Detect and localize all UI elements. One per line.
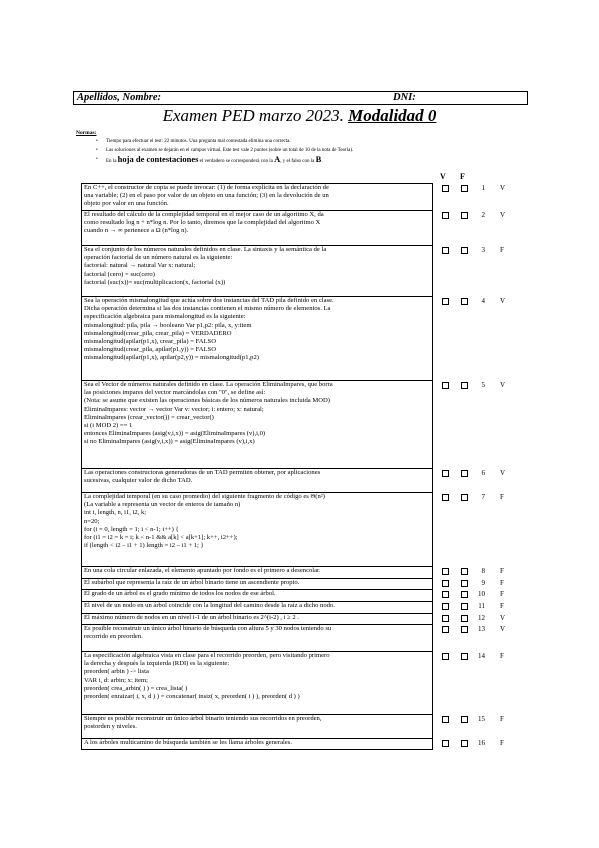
question-line: preorden( crea_arbin( ) ) = crea_lista( ): [84, 684, 188, 692]
question-line: operación factorial de un número natural es la siguiente:: [84, 254, 233, 262]
question-answer: F: [500, 652, 504, 660]
question-line: sucesivas, cualquier valor de dicho TAD.: [84, 477, 193, 485]
question-answer: V: [500, 469, 506, 477]
question-line: EliminaImpares (crear_vector()) = crear_vector(): [84, 413, 214, 421]
question-line: Es posible reconstruir un único árbol binario de búsqueda con altura 5 y 30 nodos teniendo su: [84, 625, 332, 632]
exam-title-prefix: Examen PED marzo 2023.: [162, 106, 344, 125]
question-number: 7: [481, 493, 485, 501]
question-line: si no EliminaImpares (asig(v,i,x)) = asig(EliminaImpares (v),i,x): [84, 438, 255, 446]
question-number: 4: [481, 297, 485, 305]
question-text: [81, 380, 433, 468]
question-line: preorden( arbin ) -> lista: [84, 668, 149, 676]
true-checkbox[interactable]: [442, 494, 449, 501]
question-line: Sea el conjunto de los números naturales definidos en clase. La sintaxis y la semántica de la: [84, 246, 327, 253]
question-line: El grado de un árbol es el grado mínimo de todos los nodos de ese árbol.: [84, 590, 276, 597]
false-checkbox[interactable]: [461, 212, 468, 219]
question-line: factorial: natural → natural Var x: natural;: [84, 262, 196, 270]
true-checkbox[interactable]: [442, 740, 449, 747]
question-number: 11: [478, 602, 485, 610]
question-line: La especificación algebraica vista en clase para el recorrido preorden, pero visitando primero: [84, 652, 330, 659]
question-number: 10: [478, 590, 485, 598]
false-checkbox[interactable]: [461, 603, 468, 610]
false-checkbox[interactable]: [461, 247, 468, 254]
true-checkbox[interactable]: [442, 470, 449, 477]
question-answer: F: [500, 590, 504, 598]
question-line: las posiciones impares del vector marcándolas con "0", se define así:: [84, 389, 266, 397]
question-number: 15: [478, 715, 485, 723]
question-text: [81, 183, 433, 210]
question-line: mismalongitud(crear_pila, crear_pila) = VERDADERO: [84, 329, 232, 337]
question-line: El resultado del cálculo de la complejidad temporal en el mejor caso de un algoritmo X, da: [84, 211, 324, 218]
question-number: 9: [481, 579, 485, 587]
question-text: [81, 245, 433, 296]
question-line: La complejidad temporal (en su caso promedio) del siguiente fragmento de código es Θ(n²): [84, 493, 325, 500]
question-line: Las operaciones constructoras generadoras de un TAD permiten obtener, por aplicaciones: [84, 469, 321, 476]
question-line: Sea la operación mismalongitud que actúa sobre dos instancias del TAD pila definido en clase.: [84, 297, 334, 304]
false-checkbox[interactable]: [461, 470, 468, 477]
question-line: n=20;: [84, 517, 100, 525]
column-f-header: F: [460, 172, 465, 181]
question-line: for (i1 = i2 = k = i; k < n-1 && a[k] < a[k+1]; k++, i2++);: [84, 534, 238, 542]
dni-label: DNI:: [393, 92, 416, 103]
question-line: Siempre es posible reconstruir un único árbol binario teniendo sus recorridos en preorden,: [84, 715, 322, 722]
question-line: especificación algebraica para mismalongitud es la siguiente:: [84, 313, 246, 321]
question-line: preorden( enraizar( i, x, d ) ) = concatenar( insiz( x, preorden( i ) ), preorden( d ) ): [84, 693, 300, 701]
true-checkbox[interactable]: [442, 716, 449, 723]
question-answer: F: [500, 739, 504, 747]
false-checkbox[interactable]: [461, 382, 468, 389]
question-number: 12: [478, 614, 485, 622]
question-number: 2: [481, 211, 485, 219]
false-checkbox[interactable]: [461, 298, 468, 305]
normas-item: • Las soluciones al examen se dejarán en el campus virtual. Este test vale 2 puntos (sobre un total de 10 de la nota de Teoría).: [96, 146, 353, 155]
question-line: int i, length, n, i1, i2, k;: [84, 509, 147, 517]
question-text: [81, 210, 433, 245]
question-line: entonces EliminaImpares (asig(v,i,x)) = asig(EliminaImpares (v),i,0): [84, 430, 266, 438]
question-line: mismalongitud(apilar(p1,x), crear_pila) = FALSO: [84, 338, 216, 346]
question-line: (La variable a representa un vector de enteros de tamaño n): [84, 501, 241, 509]
question-text: [81, 601, 433, 613]
normas-item: • Tiempo para efectuar el test: 22 minutos. Una pregunta mal contestada elimina una correcta.: [96, 137, 353, 146]
question-text: [81, 589, 433, 601]
true-checkbox[interactable]: [442, 653, 449, 660]
exam-title: [0, 106, 599, 126]
question-line: cuando n → ∞ pertenece a Ω (n*log n).: [84, 227, 189, 235]
normas-label: Normas:: [76, 130, 97, 136]
true-checkbox[interactable]: [442, 382, 449, 389]
false-checkbox[interactable]: [461, 185, 468, 192]
true-checkbox[interactable]: [442, 247, 449, 254]
student-header-box: [73, 91, 528, 105]
true-checkbox[interactable]: [442, 603, 449, 610]
question-answer: F: [500, 246, 504, 254]
question-answer: V: [500, 184, 506, 192]
question-line: A los árboles multicamino de búsqueda también se les llama árboles generales.: [84, 739, 293, 746]
question-line: la derecha y después la izquierda (RDI) es la siguiente:: [84, 660, 230, 668]
true-checkbox[interactable]: [442, 568, 449, 575]
true-checkbox[interactable]: [442, 591, 449, 598]
question-text: [81, 468, 433, 492]
question-number: 6: [481, 469, 485, 477]
question-answer: F: [500, 715, 504, 723]
question-answer: F: [500, 602, 504, 610]
question-text: [81, 578, 433, 589]
question-line: EliminaImpares: vector → vector Var v: vector; i: entero; x: natural;: [84, 405, 264, 413]
question-line: factorial (suc(x))= suc(multiplicacion(x, factorial (x)): [84, 278, 226, 286]
question-line: El nivel de un nodo en un árbol coincide con la longitud del camino desde la raíz a dicho nodo.: [84, 602, 335, 609]
question-line: (Nota: se asume que existen las operaciones básicas de los números naturales incluida MOD): [84, 397, 330, 405]
column-v-header: V: [440, 172, 446, 181]
true-checkbox[interactable]: [442, 298, 449, 305]
true-checkbox[interactable]: [442, 626, 449, 633]
false-checkbox[interactable]: [461, 615, 468, 622]
normas-list: [96, 137, 353, 166]
question-line: Dicha operación determina si las dos instancias contienen el mismo número de elementos. La: [84, 305, 331, 313]
false-checkbox[interactable]: [461, 740, 468, 747]
false-checkbox[interactable]: [461, 716, 468, 723]
question-answer: V: [500, 211, 506, 219]
question-text: [81, 624, 433, 651]
question-answer: V: [500, 614, 506, 622]
question-line: postorden y niveles.: [84, 723, 137, 731]
normas-item: • En la hoja de contestaciones el verdadero se corresponderá con la A, y el falso con la B.: [96, 155, 353, 166]
question-number: 8: [481, 567, 485, 575]
question-answer: V: [500, 297, 506, 305]
question-text: [81, 296, 433, 380]
question-line: mismalongitud(apilar(p1,x), apilar(p2,y)) = mismalongitud(p1,p2): [84, 354, 259, 362]
question-answer: F: [500, 493, 504, 501]
question-line: mismalongitud(crear_pila, apilar(p1,y)) = FALSO: [84, 346, 216, 354]
false-checkbox[interactable]: [461, 580, 468, 587]
question-line: El máximo número de nodos en un nivel i-1 de un árbol binario es 2^(i-2) , i ≥ 2 .: [84, 614, 299, 621]
question-line: En C++, el constructor de copia se puede invocar: (1) de forma explícita en la declaración de: [84, 184, 329, 191]
question-text: [81, 492, 433, 566]
false-checkbox[interactable]: [461, 494, 468, 501]
question-line: si (i MOD 2) == 1: [84, 422, 133, 430]
question-line: En una cola circular enlazada, el elemento apuntado por fondo es el primero a desencolar.: [84, 567, 321, 574]
question-line: El subárbol que representa la raíz de un árbol binario tiene un ascendiente propio.: [84, 579, 300, 586]
question-text: [81, 651, 433, 714]
question-number: 13: [478, 625, 485, 633]
question-number: 14: [478, 652, 485, 660]
exam-modalidad: Modalidad 0: [348, 106, 437, 125]
false-checkbox[interactable]: [461, 653, 468, 660]
false-checkbox[interactable]: [461, 568, 468, 575]
question-line: VAR i, d: arbin; x: item;: [84, 676, 148, 684]
false-checkbox[interactable]: [461, 591, 468, 598]
question-number: 16: [478, 739, 485, 747]
question-line: como resultado log n + n*log n. Por lo tanto, diremos que la complejidad del algoritmo X: [84, 219, 321, 227]
question-text: [81, 714, 433, 738]
question-answer: V: [500, 381, 506, 389]
question-text: [81, 566, 433, 578]
question-line: if (length < i2 – i1 + 1) length = i2 – i1 + 1; }: [84, 542, 204, 550]
true-checkbox[interactable]: [442, 185, 449, 192]
question-line: una variable; (2) en el paso por valor de un objeto en una función; (3) en la devolución de un: [84, 192, 329, 200]
question-number: 1: [481, 184, 485, 192]
name-label: Apellidos, Nombre:: [77, 92, 161, 103]
question-line: Sea el Vector de números naturales definido en clase. La operación EliminaImpares, que borra: [84, 381, 333, 388]
true-checkbox[interactable]: [442, 580, 449, 587]
true-checkbox[interactable]: [442, 212, 449, 219]
question-text: [81, 613, 433, 624]
question-line: for (i = 0, length = 1; i < n-1; i++) {: [84, 525, 179, 533]
question-line: recorrido en preorden.: [84, 633, 143, 641]
question-number: 5: [481, 381, 485, 389]
true-checkbox[interactable]: [442, 615, 449, 622]
question-answer: F: [500, 579, 504, 587]
question-number: 3: [481, 246, 485, 254]
false-checkbox[interactable]: [461, 626, 468, 633]
question-line: mismalongitud: pila, pila → booleano Var p1,p2: pila, x, y:item: [84, 321, 252, 329]
question-line: factorial (cero) = suc(cero): [84, 270, 155, 278]
question-answer: F: [500, 567, 504, 575]
question-line: objeto por valor en una función.: [84, 200, 169, 208]
question-text: [81, 738, 433, 750]
question-answer: V: [500, 625, 506, 633]
